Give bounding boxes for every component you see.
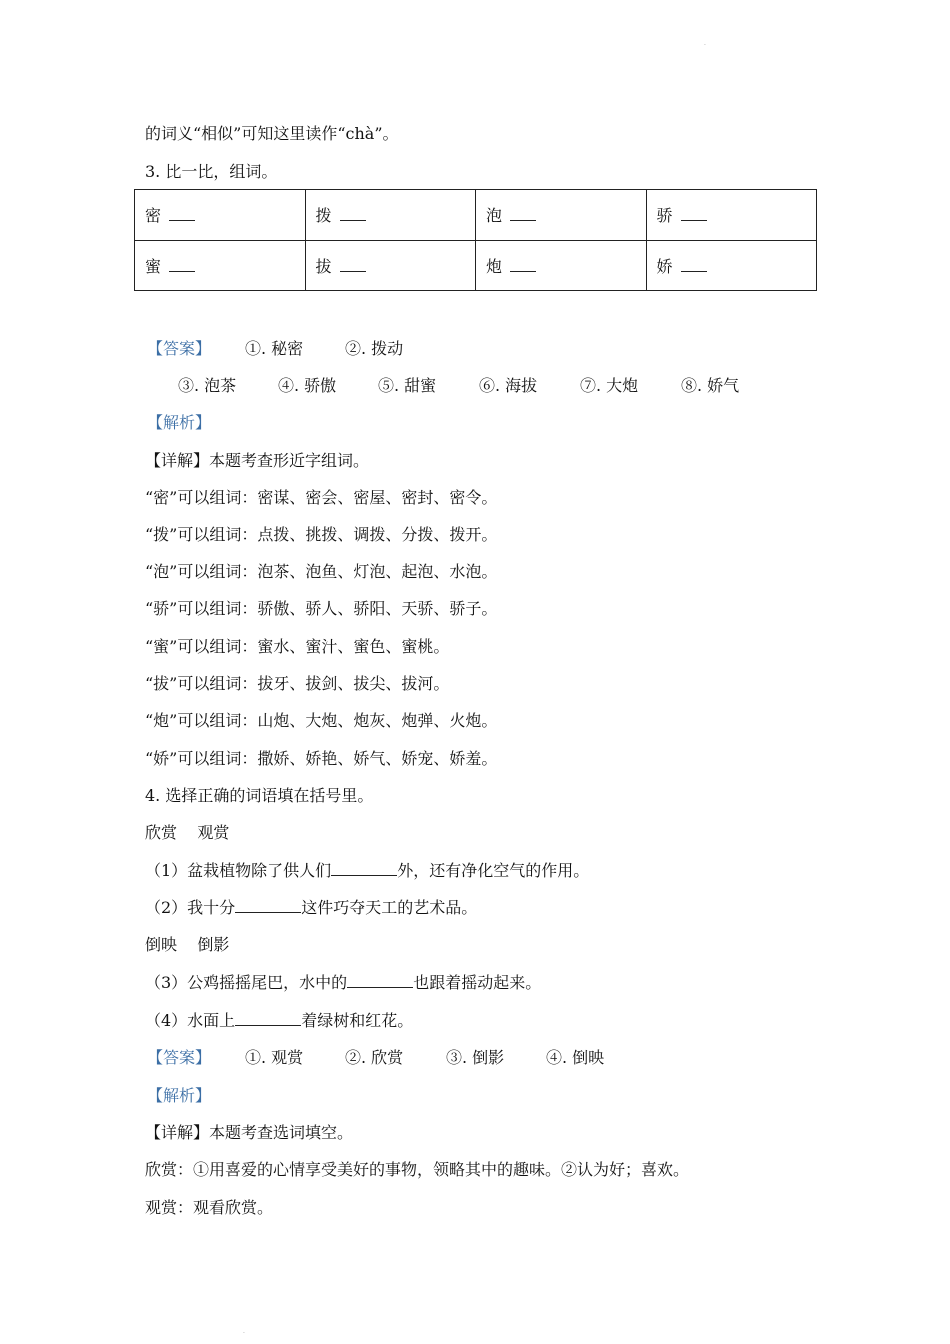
q3-title: 3. 比一比，组词。	[145, 162, 278, 181]
table-cell: 娇	[646, 240, 817, 291]
word-group-1: 欣赏 观赏	[145, 823, 230, 842]
explanation-line: “炮”可以组词：山炮、大炮、炮灰、炮弹、火炮。	[145, 711, 498, 730]
q4-detail: 【详解】本题考查选词填空。	[145, 1123, 354, 1142]
q4-answer-label: 【答案】	[147, 1048, 212, 1067]
q3-analysis-label: 【解析】	[147, 413, 212, 432]
sentence-3: （3）公鸡摇摇尾巴，水中的 也跟着摇动起来。	[145, 973, 542, 992]
answer-item: ⑥. 海拔	[479, 376, 538, 395]
answer-item: ⑦. 大炮	[580, 376, 639, 395]
table-row	[135, 240, 817, 291]
answer-item: ③. 倒影	[446, 1048, 505, 1067]
explanation-line: “泡”可以组词：泡茶、泡鱼、灯泡、起泡、水泡。	[145, 562, 498, 581]
answer-item: ②. 拨动	[345, 339, 404, 358]
explanation-line: “拨”可以组词：点拨、挑拨、调拨、分拨、拨开。	[145, 525, 498, 544]
answer-item: ⑤. 甜蜜	[378, 376, 437, 395]
decorative-dot: ·	[243, 1330, 245, 1337]
table-cell: 拨	[305, 190, 476, 241]
sentence-1: （1）盆栽植物除了供人们 外，还有净化空气的作用。	[145, 861, 590, 880]
answer-item: ⑧. 娇气	[681, 376, 740, 395]
answer-item: ①. 秘密	[245, 339, 304, 358]
table-row	[135, 190, 817, 241]
explanation-line: “娇”可以组词：撒娇、娇艳、娇气、娇宠、娇羞。	[145, 749, 498, 768]
table-cell: 蜜	[135, 240, 306, 291]
explanation-line: “密”可以组词：密谋、密会、密屋、密封、密令。	[145, 488, 498, 507]
answer-item: ④. 骄傲	[278, 376, 337, 395]
word-table	[134, 189, 817, 291]
intro-line: 的词义“相似”可知这里读作“chà”。	[145, 124, 399, 143]
q3-detail: 【详解】本题考查形近字组词。	[145, 451, 370, 470]
table-cell: 拔	[305, 240, 476, 291]
definition-line: 欣赏：①用喜爱的心情享受美好的事物，领略其中的趣味。②认为好；喜欢。	[145, 1160, 690, 1179]
explanation-line: “拔”可以组词：拔牙、拔剑、拔尖、拔河。	[145, 674, 450, 693]
q4-title: 4. 选择正确的词语填在括号里。	[145, 786, 374, 805]
explanation-line: “蜜”可以组词：蜜水、蜜汁、蜜色、蜜桃。	[145, 637, 450, 656]
table-cell: 密	[135, 190, 306, 241]
sentence-2: （2）我十分 这件巧夺天工的艺术品。	[145, 898, 478, 917]
answer-item: ④. 倒映	[546, 1048, 605, 1067]
table-cell: 骄	[646, 190, 817, 241]
answer-item: ③. 泡茶	[178, 376, 237, 395]
word-group-2: 倒映 倒影	[145, 935, 230, 954]
table-cell: 泡	[476, 190, 647, 241]
sentence-4: （4）水面上 着绿树和红花。	[145, 1011, 414, 1030]
q4-analysis-label: 【解析】	[147, 1086, 212, 1105]
table-cell: 炮	[476, 240, 647, 291]
answer-item: ②. 欣赏	[345, 1048, 404, 1067]
answer-item: ①. 观赏	[245, 1048, 304, 1067]
definition-line: 观赏：观看欣赏。	[145, 1198, 274, 1217]
q3-answer-label: 【答案】	[147, 339, 212, 358]
decorative-dot: ·	[704, 42, 706, 49]
explanation-line: “骄”可以组词：骄傲、骄人、骄阳、天骄、骄子。	[145, 599, 498, 618]
